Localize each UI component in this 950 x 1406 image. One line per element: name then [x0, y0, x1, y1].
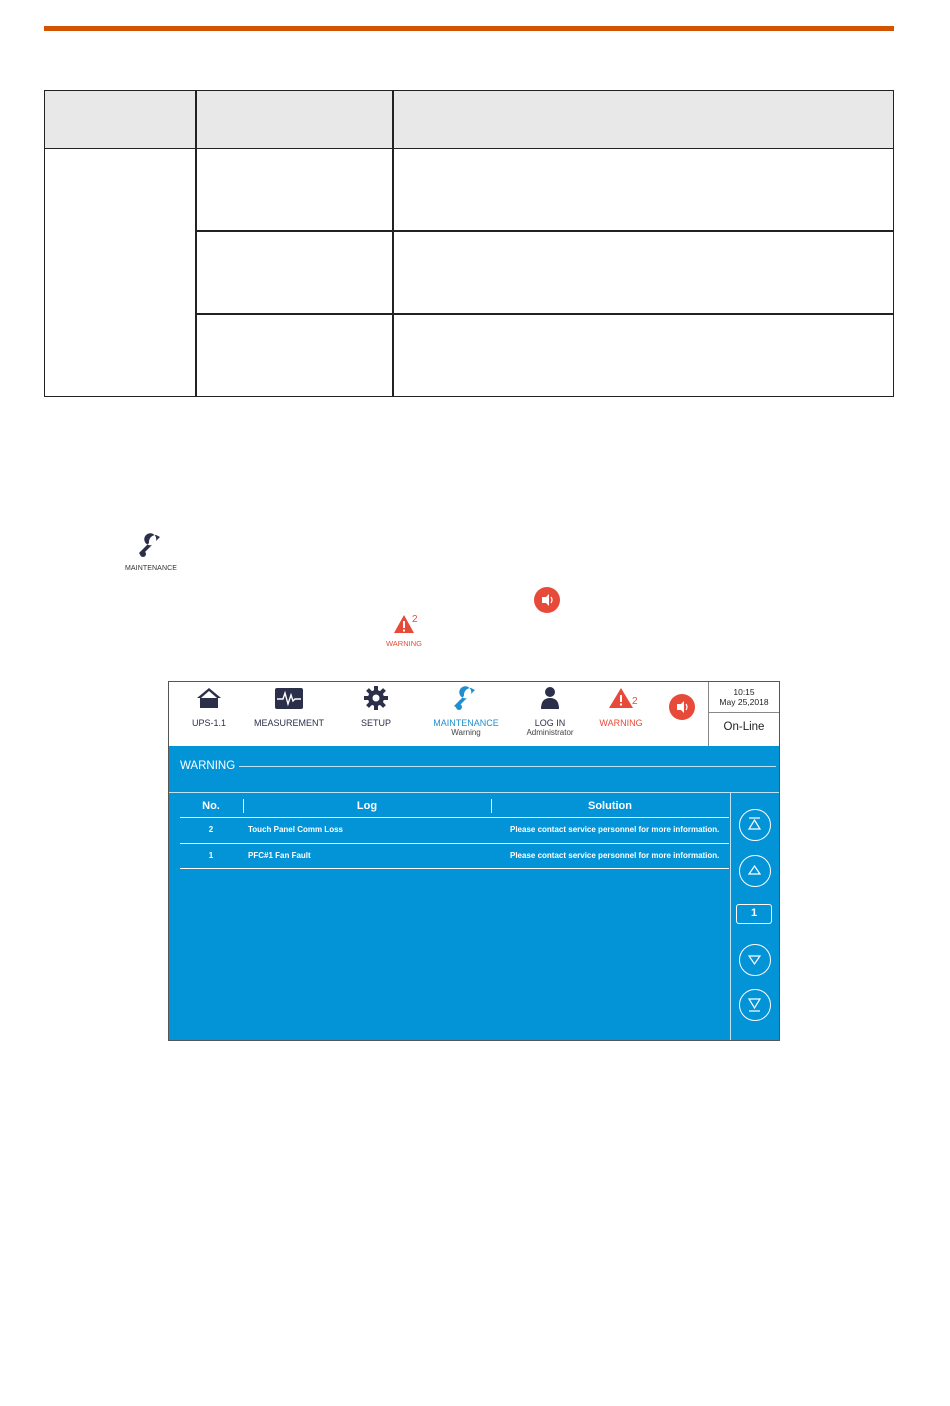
nav-label: SETUP: [360, 718, 391, 728]
doc-table: [44, 90, 894, 397]
doc-warning-icon-group: [380, 614, 428, 648]
nav-label: MAINTENANCE: [433, 718, 499, 728]
row-solution: Please contact service personnel for more information.: [510, 851, 720, 860]
nav-label: WARNING: [599, 718, 643, 728]
last-page-icon: [740, 990, 769, 1019]
doc-table-divider: [195, 91, 197, 396]
column-header: Solution: [588, 800, 632, 812]
triangle-down-icon: [740, 945, 769, 974]
table-row[interactable]: [180, 843, 729, 870]
clock-time: 10:15: [733, 687, 755, 697]
speaker-icon[interactable]: [669, 694, 695, 720]
doc-table-header: [45, 91, 893, 149]
user-icon: [540, 686, 560, 710]
first-page-icon: [740, 810, 769, 839]
nav-measurement[interactable]: [249, 686, 329, 728]
wrench-icon: [137, 532, 165, 560]
doc-maintenance-label: MAINTENANCE: [124, 565, 178, 572]
nav-label: UPS-1.1: [191, 718, 226, 728]
nav-label: MEASUREMENT: [253, 718, 324, 728]
warning-panel: [169, 746, 779, 1040]
warning-icon: [608, 686, 634, 710]
doc-table-row-line: [195, 230, 893, 232]
header-rule: [44, 26, 894, 31]
nav-sublabel: Administrator: [526, 728, 574, 737]
ups-screen: [168, 681, 780, 1041]
doc-warning-label: WARNING: [386, 639, 422, 648]
table-bottom-rule: [180, 868, 729, 869]
column-header: Log: [356, 800, 378, 812]
doc-table-divider: [392, 91, 394, 396]
home-icon: [196, 686, 222, 710]
title-rule: [239, 766, 776, 767]
row-log: PFC#1 Fan Fault: [248, 851, 311, 860]
warning-count: 2: [632, 696, 638, 707]
page-down-button[interactable]: [739, 944, 771, 976]
clock-date: May 25,2018: [719, 697, 769, 707]
gear-icon: [364, 686, 388, 710]
clock-divider: [709, 712, 779, 713]
nav-setup[interactable]: [355, 686, 397, 728]
triangle-up-icon: [740, 856, 769, 885]
row-number: 2: [208, 825, 214, 834]
row-log: Touch Panel Comm Loss: [248, 825, 343, 834]
row-number: 1: [208, 851, 214, 860]
nav-label: LOG IN: [534, 718, 566, 728]
wrench-icon: [451, 686, 481, 710]
waveform-icon: [274, 686, 304, 710]
table-header: [180, 796, 729, 816]
last-page-button[interactable]: [739, 989, 771, 1021]
nav-maintenance[interactable]: [431, 686, 501, 737]
doc-warning-count: 2: [412, 614, 418, 625]
top-nav-bar: [169, 682, 779, 746]
row-solution: Please contact service personnel for more information.: [510, 825, 720, 834]
nav-sublabel: Warning: [451, 728, 481, 737]
nav-warning[interactable]: [595, 686, 647, 728]
panel-title: WARNING: [180, 760, 236, 772]
page-up-button[interactable]: [739, 855, 771, 887]
first-page-button[interactable]: [739, 809, 771, 841]
speaker-icon: [534, 587, 560, 613]
table-row[interactable]: [180, 817, 729, 844]
doc-table-row-line: [195, 313, 893, 315]
nav-login[interactable]: [519, 686, 581, 737]
nav-ups[interactable]: [191, 686, 227, 728]
doc-maintenance-icon-group: [118, 532, 184, 572]
column-header: No.: [202, 800, 220, 812]
clock-panel: [708, 682, 779, 746]
page-indicator: 1: [736, 904, 772, 924]
ups-status: On-Line: [723, 721, 765, 733]
pager-sidebar: [730, 793, 779, 1040]
title-bottom-rule: [169, 792, 779, 793]
